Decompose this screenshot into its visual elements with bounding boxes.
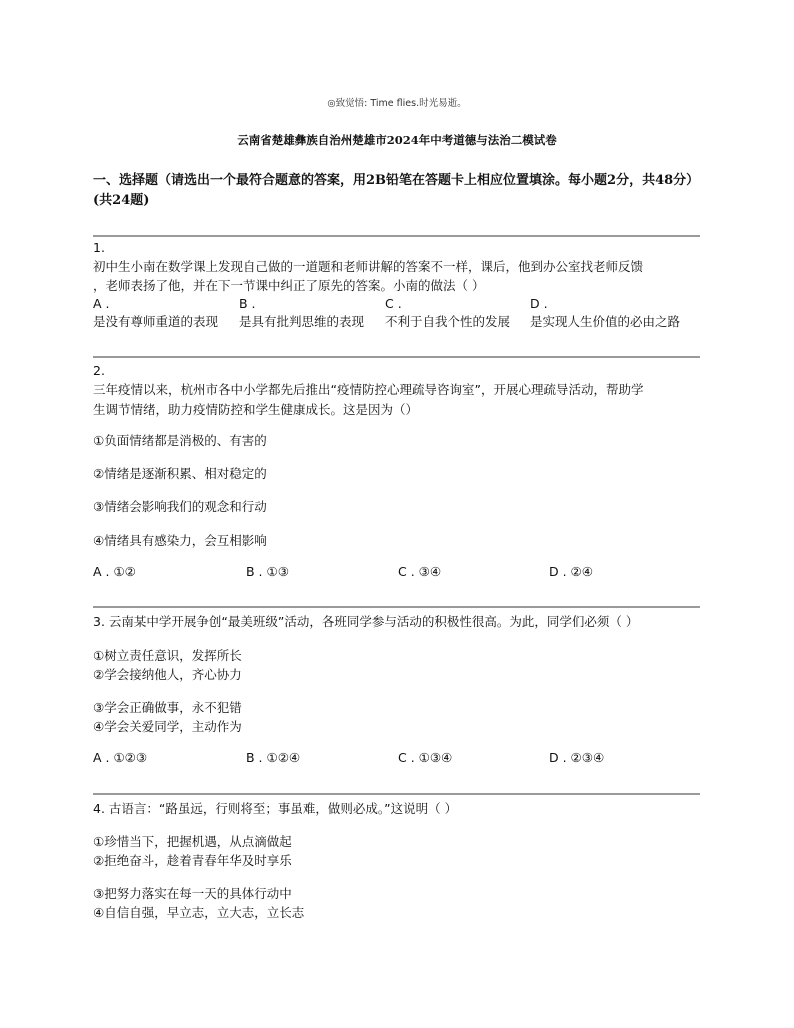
q1-stem-line2: ，老师表扬了他，并在下一节课中纠正了原先的答案。小南的做法（ ） xyxy=(93,278,485,293)
q2-number: 2. xyxy=(93,363,105,378)
divider xyxy=(93,356,700,358)
q1-option-c-text[interactable]: 不利于自我个性的发展 xyxy=(385,314,511,329)
q2-statement-3: ③情绪会影响我们的观念和行动 xyxy=(93,499,267,514)
q1-option-d-letter[interactable]: D . xyxy=(530,296,548,311)
q2-option-c[interactable]: C . ③④ xyxy=(398,564,442,579)
q4-statement-1: ①珍惜当下，把握机遇，从点滴做起 xyxy=(93,834,292,849)
q2-statement-4: ④情绪具有感染力，会互相影响 xyxy=(93,533,267,548)
q3-stem: 3. 云南某中学开展争创“最美班级”活动，各班同学参与活动的积极性很高。为此，同学们必须（ ） xyxy=(93,614,639,629)
q3-statement-3: ③学会正确做事，永不犯错 xyxy=(93,700,242,715)
q1-option-b-text[interactable]: 是具有批判思维的表现 xyxy=(239,314,365,329)
q3-statement-2: ②学会接纳他人，齐心协力 xyxy=(93,667,242,682)
q2-statement-1: ①负面情绪都是消极的、有害的 xyxy=(93,433,267,448)
q3-option-a[interactable]: A . ①②③ xyxy=(93,750,148,765)
q1-number: 1. xyxy=(93,240,105,255)
divider xyxy=(93,793,700,795)
q3-statement-1: ①树立责任意识，发挥所长 xyxy=(93,648,242,663)
q1-option-a-text[interactable]: 是没有尊师重道的表现 xyxy=(93,314,219,329)
exam-title: 云南省楚雄彝族自治州楚雄市2024年中考道德与法治二模试卷 xyxy=(237,133,557,147)
q1-option-a-letter[interactable]: A . xyxy=(93,296,110,311)
q3-option-d[interactable]: D . ②③④ xyxy=(549,750,605,765)
q4-statement-3: ③把努力落实在每一天的具体行动中 xyxy=(93,886,292,901)
q1-option-c-letter[interactable]: C . xyxy=(385,296,402,311)
q3-option-b[interactable]: B . ①②④ xyxy=(246,750,301,765)
q2-stem-line2: 生调节情绪，助力疫情防控和学生健康成长。这是因为（） xyxy=(93,402,419,417)
q4-statement-4: ④自信自强，早立志，立大志，立长志 xyxy=(93,905,305,920)
q2-option-b[interactable]: B . ①③ xyxy=(246,564,289,579)
q3-option-c[interactable]: C . ①③④ xyxy=(398,750,453,765)
divider xyxy=(93,235,700,237)
q1-option-d-text[interactable]: 是实现人生价值的必由之路 xyxy=(530,314,681,329)
q2-statement-2: ②情绪是逐渐积累、相对稳定的 xyxy=(93,466,267,481)
q4-statement-2: ②拒绝奋斗，趁着青春年华及时享乐 xyxy=(93,853,292,868)
q2-option-a[interactable]: A . ①② xyxy=(93,564,136,579)
q4-stem: 4. 古语言：“路虽远，行则将至；事虽难，做则必成。”这说明（ ） xyxy=(93,801,458,816)
q1-option-b-letter[interactable]: B . xyxy=(239,296,256,311)
q3-statement-4: ④学会关爱同学，主动作为 xyxy=(93,719,242,734)
q2-option-d[interactable]: D . ②④ xyxy=(549,564,593,579)
divider xyxy=(93,606,700,608)
q2-stem-line1: 三年疫情以来，杭州市各中小学都先后推出“疫情防控心理疏导咨询室”，开展心理疏导活动，帮助学 xyxy=(93,382,644,397)
motto: ◎致觉悟: Time flies.时光易逝。 xyxy=(327,98,467,109)
section-heading: 一、选择题（请选出一个最符合题意的答案，用2B铅笔在答题卡上相应位置填涂。每小题2分，共48分）(共24题) xyxy=(93,173,693,208)
q1-stem-line1: 初中生小南在数学课上发现自己做的一道题和老师讲解的答案不一样，课后，他到办公室找老师反馈 xyxy=(93,259,644,274)
